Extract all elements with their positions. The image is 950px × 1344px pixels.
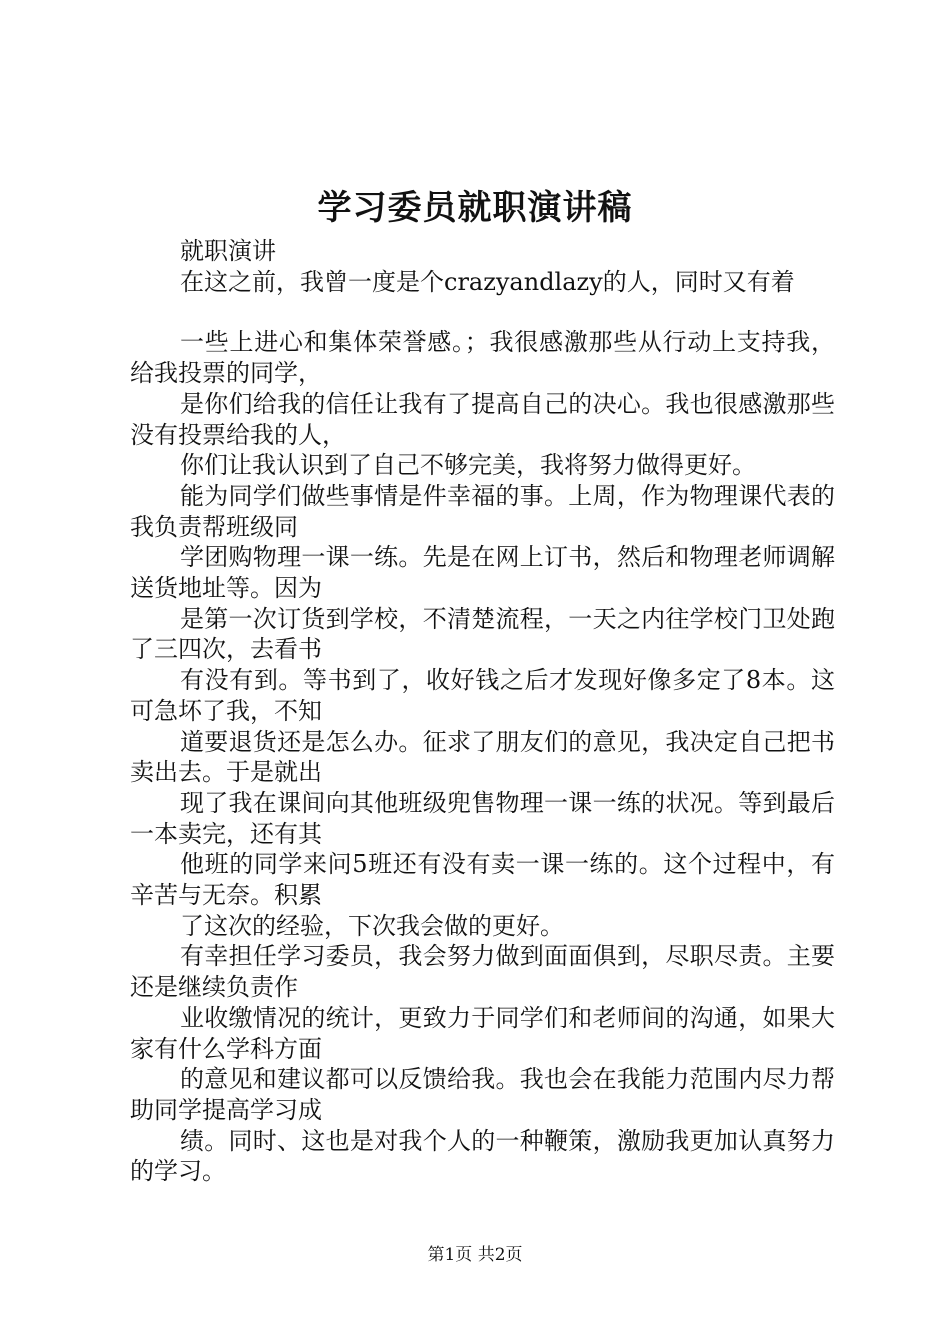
paragraph: 就职演讲 (180, 237, 276, 265)
paragraph: 你们让我认识到了自己不够完美，我将努力做得更好。 (180, 451, 756, 480)
paragraph: 在这之前，我曾一度是个crazyandlazy的人，同时又有着 (180, 267, 795, 296)
document-body (130, 236, 835, 1187)
paragraph: 绩。同时、这也是对我个人的一种鞭策，激励我更加认真努力的学习。 (130, 1126, 835, 1186)
paragraph: 业收缴情况的统计，更致力于同学们和老师间的沟通，如果大家有什么学科方面 (130, 1003, 835, 1063)
document-title: 学习委员就职演讲稿 (317, 188, 633, 228)
paragraph: 能为同学们做些事情是件幸福的事。上周，作为物理课代表的我负责帮班级同 (130, 481, 835, 541)
blank-line (130, 297, 835, 327)
paragraph: 他班的同学来问5班还有没有卖一课一练的。这个过程中，有辛苦与无奈。积累 (130, 850, 835, 910)
paragraph: 是你们给我的信任让我有了提高自己的决心。我也很感激那些没有投票给我的人， (130, 389, 835, 449)
paragraph: 是第一次订货到学校，不清楚流程，一天之内往学校门卫处跑了三四次，去看书 (130, 604, 835, 664)
paragraph: 有没有到。等书到了，收好钱之后才发现好像多定了8本。这可急坏了我，不知 (130, 666, 835, 725)
paragraph: 了这次的经验，下次我会做的更好。 (180, 911, 564, 940)
paragraph: 学团购物理一课一练。先是在网上订书，然后和物理老师调解送货地址等。因为 (130, 543, 835, 603)
paragraph: 现了我在课间向其他班级兜售物理一课一练的状况。等到最后一本卖完，还有其 (130, 788, 835, 848)
paragraph: 一些上进心和集体荣誉感。；我很感激那些从行动上支持我，给我投票的同学， (130, 328, 835, 388)
page-footer: 第1页 共2页 (427, 1245, 523, 1265)
paragraph: 有幸担任学习委员，我会努力做到面面俱到，尽职尽责。主要还是继续负责作 (130, 942, 835, 1002)
paragraph: 的意见和建议都可以反馈给我。我也会在我能力范围内尽力帮助同学提高学习成 (130, 1065, 835, 1124)
paragraph: 道要退货还是怎么办。征求了朋友们的意见，我决定自己把书卖出去。于是就出 (130, 727, 835, 787)
